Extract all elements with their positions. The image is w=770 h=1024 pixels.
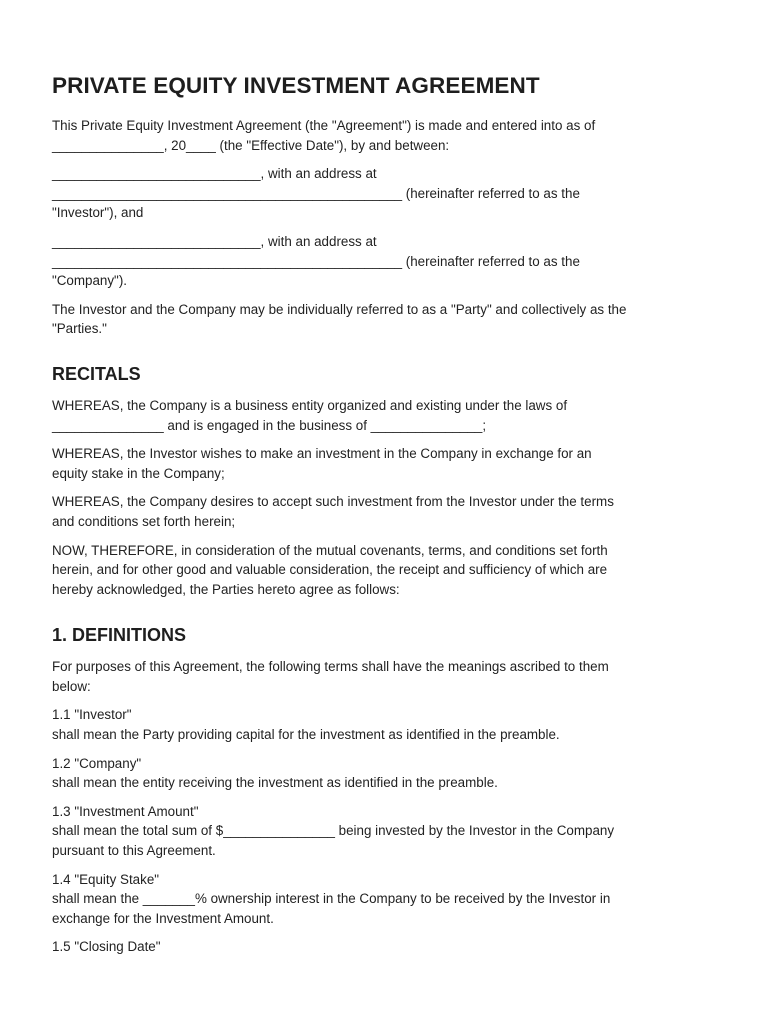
recital-paragraph-2: WHEREAS, the Investor wishes to make an investment in the Company in exchange for an equity stake in the Company; xyxy=(52,446,592,481)
recital-paragraph-4: NOW, THEREFORE, in consideration of the mutual covenants, terms, and conditions set forth herein, and for other good and valuable consideration, the receipt and sufficiency of which are hereby acknowledged, the Parties hereto agree as follows: xyxy=(52,542,608,597)
intro-paragraph: This Private Equity Investment Agreement (the "Agreement") is made and entered into as of _______________, 20____ (the "Effective Date"), by and between: xyxy=(52,118,596,153)
definitions-intro: For purposes of this Agreement, the following terms shall have the meanings ascribed to them below: xyxy=(52,659,609,694)
definition-item-investment-amount: 1.3 "Investment Amount" shall mean the total sum of $_______________ being invested by the Investor in the Company pursuant to this Agreement. xyxy=(52,803,615,859)
recital-paragraph-1: WHEREAS, the Company is a business entity organized and existing under the laws of _______________ and is engaged in the business of _______________; xyxy=(52,397,568,433)
parties-note-paragraph: The Investor and the Company may be individually referred to as a "Party" and collectively as the "Parties." xyxy=(52,301,627,337)
document-title: PRIVATE EQUITY INVESTMENT AGREEMENT xyxy=(52,73,540,98)
investor-party-paragraph: ____________________________, with an address at _______________________________________________ (hereinafter referred to as the "Investor"), and xyxy=(52,166,580,221)
definition-item-equity-stake: 1.4 "Equity Stake" shall mean the _______% ownership interest in the Company to be received by the Investor in exchange for the Investment Amount. xyxy=(52,871,611,926)
definitions-heading: 1. DEFINITIONS xyxy=(52,625,187,646)
definition-item-investor: 1.1 "Investor" shall mean the Party providing capital for the investment as identified in the preamble. xyxy=(52,707,560,743)
definition-item-closing-date: 1.5 "Closing Date" xyxy=(52,939,161,955)
document-page xyxy=(52,70,732,957)
company-party-paragraph: ____________________________, with an address at _______________________________________________ (hereinafter referred to as the "Company"). xyxy=(52,233,580,289)
recital-paragraph-3: WHEREAS, the Company desires to accept such investment from the Investor under the terms and conditions set forth herein; xyxy=(52,494,614,529)
definition-item-company: 1.2 "Company" shall mean the entity receiving the investment as identified in the preamble. xyxy=(52,755,498,791)
recitals-heading: RECITALS xyxy=(52,363,141,384)
